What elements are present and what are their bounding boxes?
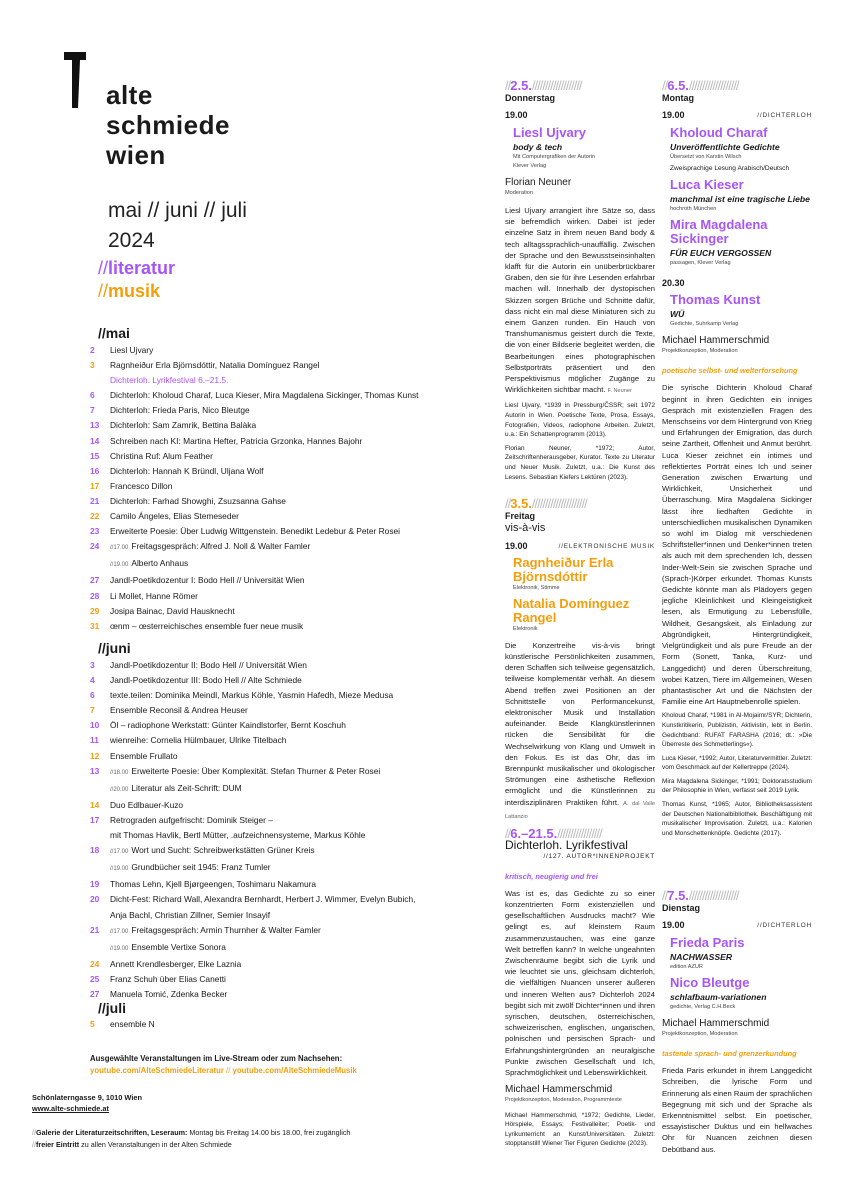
schedule-day [90,940,110,957]
schedule-entry [110,957,490,972]
moderator-role: Projektkonzeption, Moderation [662,1030,738,1037]
event-date-header: //7.5./////////////////// [662,890,739,902]
schedule-day: 6 [90,390,95,401]
schedule-row [90,658,490,673]
schedule-row [90,733,490,748]
event-date-header: //2.5./////////////////// [505,80,582,92]
brand-line-3: wien [106,140,166,170]
schedule-entry [110,908,490,923]
schedule-entry [110,781,490,798]
period [108,196,247,256]
schedule-day: 7 [90,705,95,716]
schedule-time: //20.00 [110,786,129,793]
schedule-entry [110,940,490,957]
schedule-text: œnm – œsterreichisches ensemble fuer neue musik [110,620,304,631]
brand-line-1: alte [106,80,153,110]
schedule-text: Dichterloh. Lyrikfestival 6.–21.5. [110,375,229,386]
event-3-5 [505,498,655,823]
schedule-text: Dichterloh: Farhad Showghi, Zsuzsanna Gahse [110,495,286,506]
schedule-day [90,556,110,573]
schedule-entry [110,403,490,418]
schedule-day: 11 [90,735,99,746]
schedule-day: 18 [90,845,100,856]
schedule-entry [110,972,490,987]
schedule-time: //18.00 [110,769,129,776]
schedule-text: Ensemble Reconsil & Andrea Heuser [110,705,248,716]
schedule-text: Erweiterte Poesie: Über Ludwig Wittgenstein. Benedikt Ledebur & Peter Rosei [110,526,401,537]
schedule-row [90,1017,490,1032]
bio-sickinger: Mira Magdalena Sickinger, *1991; Doktoratsstudium der Philosophie in Wien, verfasst seit 2019 Lyrik. [662,777,812,795]
footer-free-entry-label: freier Eintritt [36,1140,80,1149]
schedule-row [90,418,490,433]
schedule-text: wienreihe: Cornelia Hülmbauer, Ulrike Titelbach [110,735,287,746]
moderator-name: Michael Hammerschmid [662,334,770,346]
schedule-entry [110,524,490,539]
bio-ujvary: Liesl Ujvary, *1939 in Pressburg/ČSSR; seit 1972 Autorin in Wien. Poetische Texte, Prosa, Essays, Fotografien, Videos, radiophone Arbeiten. Zuletzt, u.a.: Ein Schattenprogramm (2013). [505,402,655,439]
schedule-day: 13 [90,420,100,431]
schedule-entry [110,987,490,1002]
schedule-row [90,524,490,539]
festival-subtitle: kritisch, neugierig und frei [505,871,598,881]
moderator-name: Michael Hammerschmid [662,1017,770,1029]
schedule-row [90,813,490,828]
schedule-entry [110,688,490,703]
festival-title: Dichterloh. Lyrikfestival [505,838,628,853]
publisher-note: edition AZUR [670,963,703,970]
schedule-day [90,860,110,877]
moderator-role: Projektkonzeption, Moderation [662,348,738,355]
event-subtitle: tastende sprach- und grenzerkundung [662,1049,797,1059]
schedule-day: 2 [90,345,95,355]
schedule-day: 24 [90,541,100,552]
festival-description: Was ist es, das Gedichte zu so einer konzentrierten Form existenziellen und gesellschaftlichen Ausdrucks macht? Wie gelingt es, auf kleinstem Raum zusammenzustauchen, was eine ganze Welt betreffen kann? In welche ungeahnten Zwischenräume begibt sich die Lyrik und wie leuchtet sie uns, gleichsam dichterloh, die vielfältigen Nuancen unserer äußeren und inneren Welten aus? Dichterloh 2024 begibt sich mit zwölf Dichter*innen und ihren syrischen, deutschen, österreichischen, schweizerischen, englischen, ungarischen, polnischen und persischen Sprach- und Erfahrungshintergründen an neuralgische Punkte zwischen Gesellschaft und Ich, Sprachmöglichkeit und Lebenswirklichkeit. [505,888,655,1078]
schedule-text: Franz Schuh über Elias Canetti [110,973,226,984]
schedule-entry [110,449,490,464]
performer-role: Elektronik, Stimme [513,584,560,591]
street-address: Schönlaterngasse 9, 1010 Wien [32,1093,143,1102]
category-musik: //musik [98,281,161,301]
schedule-day: 10 [90,720,100,731]
schedule-text: Freitagsgespräch: Alfred J. Noll & Walter Famler [131,541,311,552]
moderator-name: Michael Hammerschmid [505,1084,613,1096]
event-date-header: //3.5.///////////////////// [505,498,587,510]
schedule-entry [110,703,490,718]
performer-name: Natalia Domínguez Rangel [513,595,630,625]
period-months: mai // juni // juli [108,199,247,222]
schedule-day: 27 [90,988,100,999]
schedule-day: 25 [90,973,100,984]
schedule-day [90,373,110,388]
schedule-row [90,388,490,403]
footer-free-entry-text: zu allen Veranstaltungen in der Alten Schmiede [79,1140,232,1149]
translator-note: Übersetzt von Karstin Wilsch [670,153,742,160]
schedule-day: 14 [90,799,100,810]
schedule-entry [110,604,490,619]
schedule-row [90,604,490,619]
schedule-text: Jandl-Poetikdozentur II: Bodo Hell // Universität Wien [110,660,307,670]
brand-line-2: schmiede [106,110,230,140]
moderator-role: Moderation [505,189,533,196]
event-festival [505,828,655,1149]
schedule-text: Alberto Anhaus [131,558,189,569]
schedule-day: 17 [90,814,100,825]
schedule-text: Francesco Dillon [110,480,173,491]
schedule-text: Ensemble Vertixe Sonora [131,941,226,952]
work-title: schlafbaum-variationen [670,991,767,1002]
schedule-day: 23 [90,526,100,537]
schedule-day: 5 [90,1019,95,1029]
performer-name: Nico Bleutge [670,974,750,990]
schedule-day: 17 [90,480,100,491]
schedule-row [90,509,490,524]
schedule-row [90,908,490,923]
schedule-text: Literatur als Zeit-Schrift: DUM [131,782,242,793]
schedule-entry [110,479,490,494]
schedule-time: //19.00 [110,866,129,873]
schedule-text: mit Thomas Havlik, Bertl Mütter, .aufzeichnensysteme, Markus Köhle [110,830,366,841]
schedule-row [90,957,490,972]
schedule-day: 7 [90,405,95,416]
work-note: Mit Computergrafiken der Autorin [513,153,596,160]
event-time: 19.00 [505,110,528,121]
event-weekday: Donnerstag [505,93,556,104]
schedule-entry [110,373,490,388]
work-title: manchmal ist eine tragische Liebe [670,193,810,204]
schedule-entry [110,358,490,373]
schedule-row [90,673,490,688]
schedule-entry [110,464,490,479]
schedule-row [90,987,490,1002]
schedule-row [90,403,490,418]
schedule-day: 13 [90,765,100,776]
schedule-row [90,688,490,703]
schedule-entry [110,828,490,843]
schedule-row [90,764,490,781]
moderator-role: Projektkonzeption, Moderation, Programmtexte [505,1097,622,1104]
schedule-entry [110,860,490,877]
schedule-row [90,494,490,509]
schedule-day: 29 [90,605,100,616]
event-description: Die Konzertreihe vis-à-vis bringt künstlerische Persönlichkeiten zusammen, deren Schaffen sich teilweise gegensätzlich, teilweise komplementär verhält. An diesem Abend treffen zwei Positionen an der Schnittstelle von Performancekunst, elektronischer Musik und Installation aufeinander. Beide Klangkünstlerinnen rücken die Sensibilität für die Wechselwirkung von Klang und Umwelt in den Fokus. Es ist das Ohr, das im Brennpunkt musikalischer und ökologischer Strömungen eine ästhetische Reflexion ermöglicht und die Künstlerinnen zu interdisziplinären Praktiken führt. A. dal Valle Lattanzio [505,640,655,820]
schedule-text: Retrograden aufgefrischt: Dominik Steiger – [110,814,273,825]
schedule-row [90,449,490,464]
bio-kieser: Luca Kieser, *1992; Autor, Literaturvermittler. Zuletzt: vom Geschmack auf der Kellertreppe (2024). [662,754,812,772]
schedule-text: Grundbücher seit 1945: Franz Tumler [131,862,271,873]
schedule-row [90,749,490,764]
schedule-day [90,908,110,923]
bio-neuner: Florian Neuner, *1972; Autor, Zeitschriftenherausgeber, Kurator. Texte zu Literatur und Neuer Musik. Zuletzt, u.a.: Die Kunst des Lesens. Sebastian Kiefers Lektüren (2023). [505,444,655,481]
schedule-row [90,798,490,813]
schedule-text: Christina Ruf: Alum Feather [110,450,213,461]
event-date-header: //6.–21.5.///////////////// [505,828,602,840]
work-title: body & tech [513,141,563,152]
schedule-time: //17.00 [110,928,129,935]
performer-name: Mira Magdalena Sickinger [670,216,768,246]
schedule-row [90,619,490,634]
schedule-text: Schreiben nach KI: Martina Hefter, Patricia Grzonka, Hannes Bajohr [110,435,363,446]
performer-name: Kholoud Charaf [670,124,768,140]
schedule-row [90,877,490,892]
event-weekday: Dienstag [662,903,701,914]
performer-name: Liesl Ujvary [513,124,586,140]
event-time: 19.00 //ELEKTRONISCHE MUSIK [505,540,655,551]
schedule-row [90,539,490,556]
performer-role: Elektronik [513,625,538,632]
schedule-day: 3 [90,360,95,371]
work-title: Unveröffentlichte Gedichte [670,141,780,152]
schedule-entry [110,923,490,940]
juli-heading: //juli [98,1000,126,1016]
schedule-day [90,828,110,843]
event-6-5 [662,80,812,838]
schedule-entry [110,388,490,403]
event-description: Die syrische Dichterin Kholoud Charaf beginnt in ihren Gedichten ein inniges Gespräch mit existenziellen Fragen des Menschseins vor dem Hintergrund von Krieg und Erfahrungen der Emigration, das durch seine Zartheit, Offenheit und Anmut berührt. Luca Kieser zeichnet ein intimes und reflektiertes Porträt eines Ich und seiner Generation zwischen Erwartung und Wirklichkeit, Unsicherheit und Überraschung. Mira Magdalena Sickinger lässt ihre liedhaften Gedichte in unterschiedlichen musikalischen Dynamiken so wohl im Dialog mit verschiedenen Schriftsteller*innen und Denker*innen treten als auch mit dem sprechenden Ich, dessen Inder-Welt-Sein sie zwischen Sprache und (Sprach-)Körper erkundet. Thomas Kunsts Gedichte könnte man als Plädoyers gegen jegliche Kleinlichkeit und Kleingeistigkeit lesen, als Ermutigung zu Lebensfülle, Wildheit, Gesangskeit, als Einladung zur Abgründigkeit, Hintergründigkeit, Vielgründigkeit und als pure Freude an der Form (Sonett, Tanka, Kurz- und Langgedicht) und deren Überschreitung, wobei Katzen, Tiere im Allgemeinen, Wesen phantastischer Art und die Nächsten der Familie eine Art Hauptnebenrolle spielen. [662,383,812,707]
schedule-row [90,434,490,449]
schedule-row [90,373,490,388]
schedule-time: //19.00 [110,562,129,569]
schedule-entry [110,718,490,733]
event-time-2: 20.30 [662,277,685,288]
schedule-day: 20 [90,894,100,905]
youtube-musik-link[interactable]: youtube.com/AlteSchmiedeMusik [232,1066,357,1075]
schedule-text: Josipa Bainac, David Hausknecht [110,605,235,616]
schedule-text: Li Mollet, Hanne Römer [110,590,198,601]
schedule-text: Dichterloh: Kholoud Charaf, Luca Kieser, Mira Magdalena Sickinger, Thomas Kunst [110,390,419,401]
schedule-entry [110,673,490,688]
schedule-text: Freitagsgespräch: Armin Thurnher & Walter Famler [131,924,321,935]
schedule-day: 16 [90,465,100,476]
publisher-note: Gedichte, Suhrkamp Verlag [670,320,739,327]
schedule-row [90,972,490,987]
schedule-entry [110,509,490,524]
schedule-row [90,843,490,860]
event-description: Liesl Ujvary arrangiert ihre Sätze so, dass sie befremdlich wirken. Dabei ist jeder einzelne Satz in ihrem neuen Band body & tech alltagssprachlich-unauffällig. Zwischen der Sprache und den Bewusstseinsinhalten klafft für die Autorin ein unüberbrückbarer Graben, den sie für ihre Lesenden erfahrbar machen will. Innerhalb der dystopischen Skizzen sorgen Brüche und Schnitte dafür, dass nicht ein mal diese Miniaturen sich zu einem Ganzen runden. Ein Hauch von Transhumanismus geistert durch die Texte, die von einer Bildserie begleitet werden, die Bearbeitungen eines photographischen Selbstporträts präsentiert und den Perspektivismus möglicher Zugänge zu Wirklichkeiten sichtbar macht. F. Neuner [505,206,655,395]
schedule-row [90,464,490,479]
schedule-text: Liesl Ujvary [110,345,154,355]
publisher-note: hochroth München [670,205,717,212]
schedule-day: 4 [90,675,95,686]
schedule-row [90,343,490,358]
schedule-day: 24 [90,958,100,969]
schedule-row [90,940,490,957]
period-year: 2024 [108,229,155,252]
schedule-entry [110,434,490,449]
work-title: NACHWASSER [670,951,733,962]
publisher-note: gedichte, Verlag C.H.Beck [670,1003,736,1010]
schedule-text: Manuela Tomić, Zdenka Becker [110,988,228,999]
schedule-text: Jandl-Poetikdozentur III: Bodo Hell // Alte Schmiede [110,675,302,686]
schedule-row [90,589,490,604]
schedule-day: 22 [90,511,100,522]
schedule-time: //19.00 [110,945,129,952]
schedule-day: 12 [90,750,100,761]
schedule-row [90,923,490,940]
schedule-text: Wort und Sucht: Schreibwerkstätten Grüner Kreis [131,845,315,856]
schedule-day: 21 [90,924,100,935]
schedule-text: Thomas Lehn, Kjell Bjørgeengen, Toshimaru Nakamura [110,879,317,890]
schedule-entry [110,556,490,573]
event-time: 19.00 //DICHTERLOH [662,920,812,931]
schedule-entry [110,1017,490,1032]
footer-info: //Galerie der Literaturzeitschriften, Leseraum: Montag bis Freitag 14.00 bis 18.00, frei zugänglich //freier Eintritt zu allen Veranstaltungen in der Alten Schmiede [32,1128,351,1149]
website-link[interactable]: www.alte-schmiede.at [32,1103,109,1113]
schedule-row [90,479,490,494]
performer-name: Luca Kieser [670,176,744,192]
publisher-note: Klever Verlag [513,162,547,169]
live-stream-text: Ausgewählte Veranstaltungen im Live-Stream oder zum Nachsehen: [90,1054,343,1063]
schedule-entry [110,892,490,907]
youtube-literatur-link[interactable]: youtube.com/AlteSchmiedeLiteratur [90,1066,224,1075]
schedule-day: 14 [90,435,100,446]
schedule-entry [110,343,490,358]
mai-heading: //mai [98,325,130,341]
work-title: FÜR EUCH VERGOSSEN [670,247,772,258]
schedule-text: Camilo Ángeles, Elias Stemeseder [110,511,239,522]
schedule-text: Ragnheiður Erla Björnsdóttir, Natalia Domínguez Rangel [110,360,320,371]
event-weekday: Montag [662,93,694,104]
schedule-text: Jandl-Poetikdozentur I: Bodo Hell // Universität Wien [110,575,305,586]
performer-name: Thomas Kunst [670,291,761,307]
schedule-entry [110,589,490,604]
schedule-entry [110,764,490,781]
schedule-day: 21 [90,495,100,506]
juni-heading: //juni [98,640,131,656]
schedule-text: Duo Edlbauer-Kuzo [110,799,184,810]
event-weekday: Freitag [505,511,536,522]
juli-schedule [90,1017,490,1032]
schedule-day: 15 [90,450,100,461]
schedule-text: ensemble N [110,1019,155,1029]
schedule-day: 6 [90,690,95,701]
performer-name: Frieda Paris [670,934,745,950]
bio-hammerschmid: Michael Hammerschmid, *1972; Gedichte, Lieder, Hörspiele, Essays; Festivalleiter; Poetik- und Lyrikunterricht an Kunst/Universitäten. Zuletzt: stopptanstill! Wiener Tier Figuren Gedichte (2023). [505,1111,655,1148]
schedule-row [90,860,490,877]
event-2-5 [505,80,655,482]
work-title: WÜ [670,308,685,319]
schedule-entry [110,749,490,764]
event-date-header: //6.5./////////////////// [662,80,739,92]
event-7-5 [662,890,812,1155]
link-separator: // [223,1066,233,1075]
publisher-note: passagen, Klever Verlag [670,259,731,266]
moderator-name: Florian Neuner [505,176,572,188]
schedule-row [90,556,490,573]
mai-schedule [90,343,490,634]
alte-schmiede-logo-icon [64,50,86,110]
schedule-row [90,718,490,733]
category-literatur: //literatur [98,258,176,278]
schedule-text: Annett Krendlesberger, Elke Laznia [110,958,242,969]
schedule-entry [110,877,490,892]
address-block [32,1093,142,1114]
bio-kunst: Thomas Kunst, *1965; Autor, Bibliotheksassistent der Deutschen Nationalbibliothek. Beschäftigung mit musikalischer Improvisation. Zuletzt, u.a.: Kalorien und Monschettenknöpfe. Gedichte (2017). [662,801,812,837]
schedule-day: 3 [90,660,95,670]
schedule-text: Erweiterte Poesie: Über Komplexität. Stefan Thurner & Peter Rosei [131,765,381,776]
schedule-row [90,573,490,588]
festival-project-tag: //127. AUTOR*INNENPROJEKT [543,853,655,861]
schedule-row [90,892,490,907]
event-series: vis-à-vis [505,522,546,535]
schedule-day: 27 [90,575,100,586]
schedule-row [90,828,490,843]
schedule-entry [110,658,490,673]
schedule-day: 31 [90,620,100,631]
schedule-text: Dicht-Fest: Richard Wall, Alexandra Bernhardt, Herbert J. Wimmer, Evelyn Bubich, [110,894,416,905]
schedule-row [90,358,490,373]
event-time: 19.00 //DICHTERLOH [662,110,812,121]
schedule-entry [110,619,490,634]
schedule-text: Dichterloh: Frieda Paris, Nico Bleutge [110,405,250,416]
schedule-text: Ensemble Frullato [110,750,178,761]
schedule-entry [110,813,490,828]
bio-charaf: Kholoud Charaf, *1981 in Al-Mojaimr/SYR; Dichterin, Kunstkritikerin, Publizistin, Aktivistin, lebt in Berlin. Gedichtband: RUFAT FARASHA (2016; dt.: »Die Überreste des Schmetterlings«). [662,712,812,749]
live-stream-info [90,1053,357,1077]
performer-name: Ragnheiður Erla Björnsdóttir [513,554,614,584]
footer-gallery-label: Galerie der Literaturzeitschriften, Leseraum: [36,1128,188,1137]
brand-name [106,80,230,170]
schedule-day: 28 [90,590,100,601]
schedule-time: //17.00 [110,849,129,856]
footer-gallery-text: Montag bis Freitag 14.00 bis 18.00, frei zugänglich [187,1128,351,1137]
schedule-entry [110,494,490,509]
schedule-entry [110,573,490,588]
schedule-entry [110,418,490,433]
schedule-text: Dichterloh: Hannah K Bründl, Uljana Wolf [110,465,264,476]
juni-schedule [90,658,490,1002]
event-description: Frieda Paris erkundet in ihrem Langgedicht Schreiben, die lyrische Form und Erinnerung als einen Raum der sprachlichen Begegnung mit sich und der Sprache als Erkenntnismittel selbst. Ein poetischer, essayistischer Duktus und ein hellwaches Ohr für Nuancen zeichnen diesen Debütband aus. [662,1066,812,1154]
schedule-entry [110,798,490,813]
schedule-entry [110,539,490,556]
schedule-text: Öl – radiophone Werkstatt: Günter Kaindlstorfer, Bernt Koschuh [110,720,346,731]
schedule-entry [110,843,490,860]
schedule-day [90,781,110,798]
schedule-time: //17.00 [110,545,129,552]
schedule-row [90,781,490,798]
schedule-text: texte.teilen: Dominika Meindl, Markus Köhle, Yasmin Hafedh, Mieze Medusa [110,690,394,701]
schedule-text: Anja Bachl, Christian Zillner, Semier Insayif [110,909,271,920]
schedule-day: 19 [90,879,100,890]
schedule-entry [110,733,490,748]
language-note: Zweisprachige Lesung Arabisch/Deutsch [670,164,790,172]
schedule-row [90,703,490,718]
event-subtitle: poetische selbst- und welterforschung [662,366,798,376]
schedule-text: Dichterloh: Sam Zamrik, Bettina Balàka [110,420,257,431]
